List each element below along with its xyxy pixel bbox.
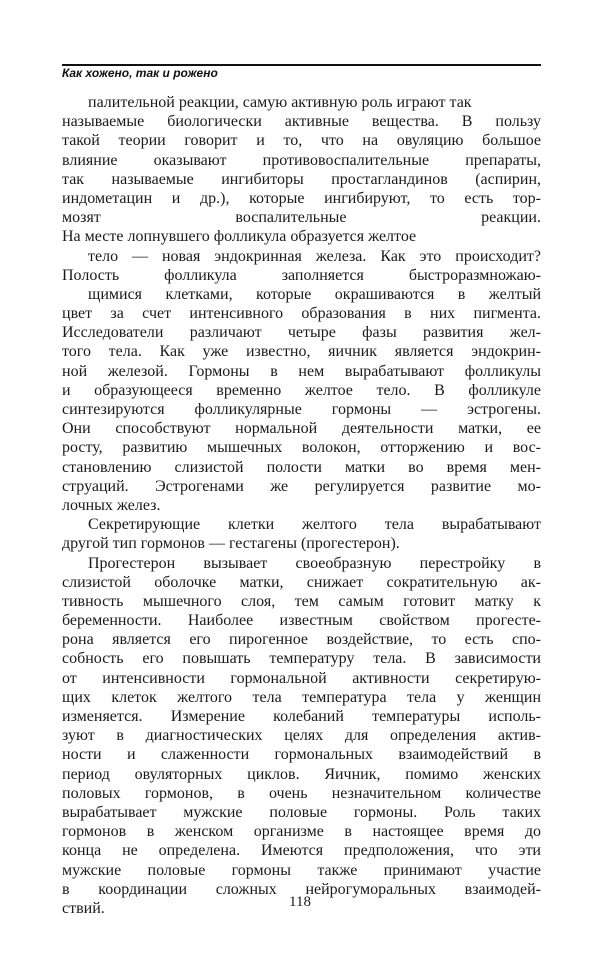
page-number: 118 (289, 894, 311, 910)
text-line: становлению слизистой полости матки во время мен- (62, 458, 541, 476)
text-line: и образующееся временно желтое тело. В фолликуле (62, 381, 541, 399)
text-line: так называемые ингибиторы простагландинов (аспирин, (62, 170, 541, 188)
text-line: вырабатывает мужские половые гормоны. Роль таких (62, 803, 541, 821)
text-line: влияние оказывают противовоспалительные препараты, (62, 151, 541, 169)
text-line: от интенсивности гормональной активности секретирую- (62, 669, 541, 687)
text-line: Исследователи различают четыре фазы развития жел- (62, 324, 541, 342)
text-line: индометацин и др.), которые ингибируют, то есть тор- (62, 189, 541, 207)
running-header-title: Как хожено, так и рожено (62, 66, 218, 80)
text-line: палительной реакции, самую активную роль играют так (88, 94, 472, 111)
text-line: зуют в диагностических целях для определения актив- (62, 727, 541, 745)
text-line: ствий. (62, 899, 105, 917)
text-line: мозят воспалительные реакции. (62, 209, 541, 227)
text-line: тело — новая эндокринная железа. Как это происходит? (88, 247, 541, 265)
text-line: тивность мышечного слоя, тем самым готовит матку к (62, 592, 541, 610)
text-line: Секретирующие клетки желтого тела вырабатывают (88, 516, 541, 534)
text-line: такой теории говорит и то, что на овуляцию большое (62, 132, 541, 150)
text-line: ной железой. Гормоны в нем вырабатывают фолликулы (62, 362, 541, 380)
text-line: того тела. Как уже известно, яичник является эндокрин- (62, 343, 541, 361)
text-line: синтезируются фолликулярные гормоны — эстрогены. (62, 401, 541, 418)
text-line: Они способствуют нормальной деятельности матки, ее (62, 420, 541, 438)
text-line: лочных желез. (62, 496, 161, 514)
text-line: гормонов в женском организме в настоящее время до (62, 823, 541, 841)
text-line: слизистой оболочке матки, снижает сократительную ак- (62, 573, 541, 591)
text-line: конца не определена. Имеются предположения, что эти (62, 842, 541, 860)
text-line: щимися клетками, которые окрашиваются в желтый (88, 285, 541, 303)
text-line: в координации сложных нейрогуморальных взаимодей- (62, 880, 541, 898)
text-line: называемые биологически активные вещества. В пользу (62, 113, 541, 131)
running-header (62, 64, 541, 80)
text-line: росту, развитию мышечных волокон, отторжению и вос- (62, 439, 541, 457)
text-line: собность его повышать температуру тела. В зависимости (62, 650, 541, 668)
text-line: период овуляторных циклов. Яичник, помимо женских (62, 765, 541, 783)
text-line: цвет за счет интенсивного образования в них пигмента. (62, 305, 541, 323)
text-line: мужские половые гормоны также принимают участие (62, 861, 541, 879)
text-line: ности и слаженности гормональных взаимодействий в (62, 746, 541, 764)
text-line: изменяется. Измерение колебаний температуры исполь- (62, 708, 541, 725)
text-line: Прогестерон вызывает своеобразную перестройку в (88, 554, 541, 572)
text-line: щих клеток желтого тела температура тела у женщин (62, 688, 541, 706)
text-line: беременности. Наиболее известным свойством прогесте- (62, 612, 541, 630)
text-line: другой тип гормонов — гестагены (прогестерон). (62, 535, 400, 553)
text-line: Полость фолликула заполняется быстроразмножаю- (62, 266, 541, 284)
body-text (62, 93, 541, 918)
text-line: струаций. Эстрогенами же регулируется развитие мо- (62, 477, 541, 495)
text-line: половых гормонов, в очень незначительном количестве (62, 784, 541, 802)
text-line: рона является его пирогенное воздействие, то есть спо- (62, 631, 541, 649)
text-line: На месте лопнувшего фолликула образуется желтое (62, 228, 417, 246)
